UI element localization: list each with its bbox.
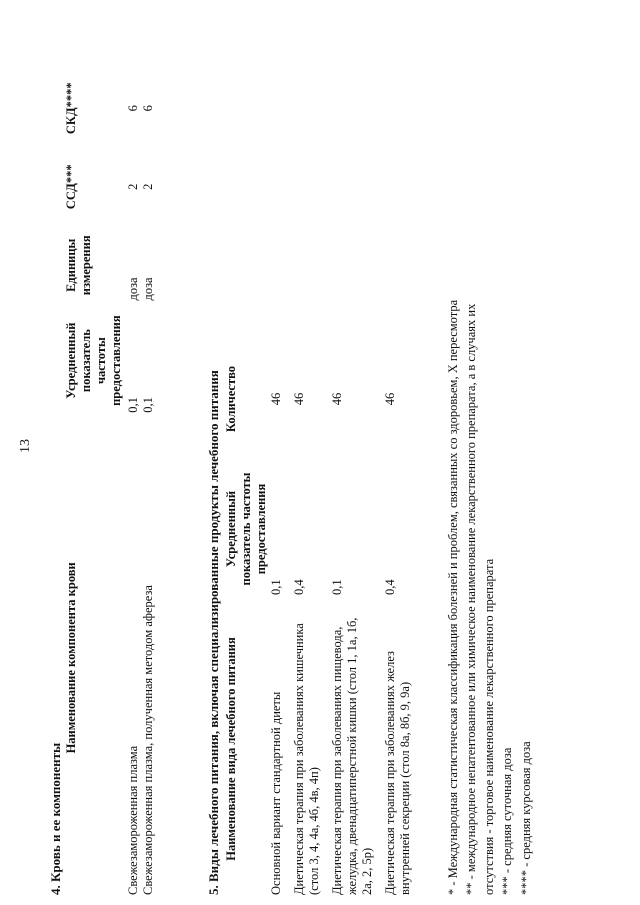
cell-ssd: 2 <box>126 183 140 190</box>
table-header-row <box>64 69 126 899</box>
cell-unit: доза <box>126 277 140 301</box>
column-header-ssd: ССД*** <box>64 164 78 210</box>
cell-name: Диетическая терапия при заболеваниях желез внутренней секреции (стол 8а, 8б, 9, 9а) <box>383 651 412 895</box>
table-row <box>269 339 292 899</box>
cell-frequency: 0,4 <box>383 579 397 595</box>
cell-frequency: 0,1 <box>269 579 283 595</box>
column-header-skd: СКД**** <box>64 82 78 135</box>
therapeutic-nutrition-table <box>224 339 421 899</box>
footnote-4: **** - средняя курсовая доза <box>518 741 533 895</box>
footnote-3: *** - средняя суточная доза <box>500 747 515 895</box>
cell-quantity: 46 <box>292 392 306 406</box>
cell-name: Свежезамороженная плазма <box>126 745 140 895</box>
table-row <box>330 339 383 899</box>
table-header-row <box>224 339 269 899</box>
footnote-1: * - Международная статистическая классификация болезней и проблем, связанных со здоровьем, X пересмотра <box>446 299 460 895</box>
footnote-2: ** - международное непатентованное или химическое наименование лекарственного препарата, а в случаях их <box>464 303 479 895</box>
cell-frequency: 0,1 <box>126 397 140 413</box>
table-row <box>126 69 141 899</box>
table-row <box>141 69 156 899</box>
cell-frequency: 0,1 <box>141 397 155 413</box>
cell-quantity: 46 <box>269 392 283 406</box>
blood-components-table <box>64 69 156 899</box>
cell-unit: доза <box>141 277 155 301</box>
footnote-2-continued: отсутствия - торговое наименование лекарственного препарата <box>482 558 497 895</box>
section-5-title: 5. Виды лечебного питания, включая специализированные продукты лечебного питания <box>206 370 221 895</box>
column-header-unit: Единицы измерения <box>64 235 93 296</box>
column-header-name: Наименование вида лечебного питания <box>224 637 238 861</box>
table-row <box>383 339 421 899</box>
cell-quantity: 46 <box>383 392 397 406</box>
column-header-name: Наименование компонента крови <box>64 562 78 754</box>
section-4-title: 4. Кровь и ее компоненты <box>48 742 63 895</box>
table-row <box>292 339 330 899</box>
footnotes <box>444 55 535 895</box>
page-number: 13 <box>18 439 33 453</box>
cell-ssd: 2 <box>141 183 155 190</box>
cell-frequency: 0,4 <box>292 579 306 595</box>
cell-name: Свежезамороженная плазма, полученная методом афереза <box>141 585 155 895</box>
column-header-quantity: Количество <box>224 365 238 433</box>
cell-name: Диетическая терапия при заболеваниях кишечника (стол 3, 4, 4а, 4б, 4в, 4п) <box>292 623 321 895</box>
cell-name: Диетическая терапия при заболеваниях пищевода, желудка, двенадцатиперстной кишки (стол 1, 1а, 1б, 2а, 2, 5р) <box>330 617 374 895</box>
cell-skd: 6 <box>126 105 140 112</box>
column-header-frequency: Усредненный показатель частоты предоставления <box>224 472 268 586</box>
column-header-frequency: Усредненный показатель частоты предоставления <box>64 315 123 406</box>
cell-frequency: 0,1 <box>330 579 344 595</box>
cell-skd: 6 <box>141 105 155 112</box>
cell-name: Основной вариант стандартной диеты <box>269 691 283 895</box>
cell-quantity: 46 <box>330 392 344 406</box>
